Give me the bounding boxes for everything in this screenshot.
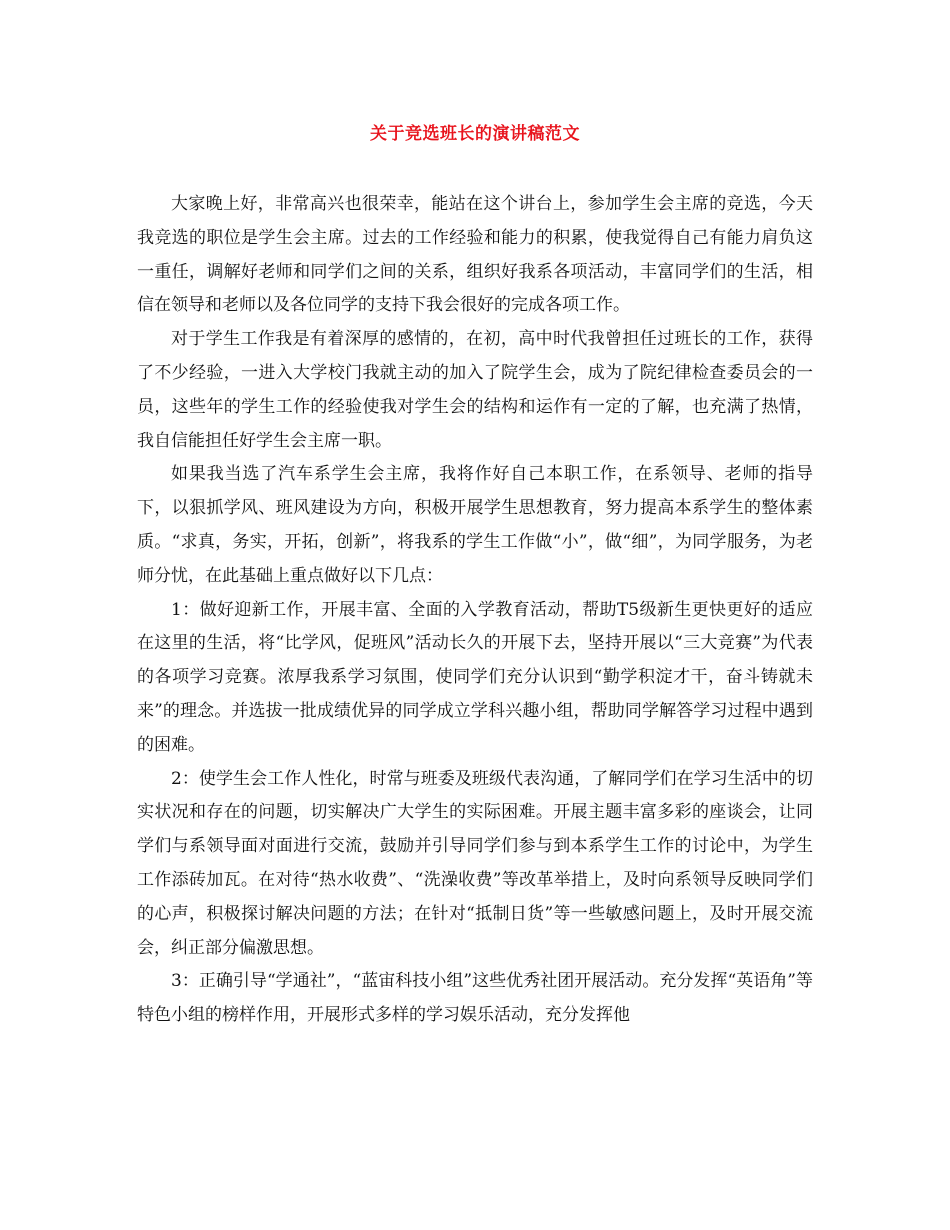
paragraph-point-2: 2：使学生会工作人性化，时常与班委及班级代表沟通，了解同学们在学习生活中的切实状况和存在的问题，切实解决广大学生的实际困难。开展主题丰富多彩的座谈会，让同学们与系领导面对面进行交流，鼓励并引导同学们参与到本系学生工作的讨论中，为学生工作添砖加瓦。在对待“热水收费”、“洗澡收费”等改革举措上，及时向系领导反映同学们的心声，积极探讨解决问题的方法；在针对“抵制日货”等一些敏感问题上，及时开展交流会，纠正部分偏激思想。 — [137, 768, 813, 958]
paragraph-point-1: 1：做好迎新工作，开展丰富、全面的入学教育活动，帮助T5级新生更快更好的适应在这里的生活，将“比学风，促班风”活动长久的开展下去，坚持开展以“三大竞赛”为代表的各项学习竞赛。浓厚我系学习氛围，使同学们充分认识到“勤学积淀才干，奋斗铸就未来”的理念。并选拔一批成绩优异的同学成立学科兴趣小组，帮助同学解答学习过程中遇到的困难。 — [137, 599, 813, 755]
document-title: 关于竞选班长的演讲稿范文 — [370, 124, 580, 144]
paragraph-intro: 大家晚上好，非常高兴也很荣幸，能站在这个讲台上，参加学生会主席的竞选，今天我竞选的职位是学生会主席。过去的工作经验和能力的积累，使我觉得自己有能力肩负这一重任，调解好老师和同学们之间的关系，组织好我系各项活动，丰富同学们的生活，相信在领导和老师以及各位同学的支持下我会很好的完成各项工作。 — [137, 194, 813, 316]
paragraph-point-3: 3：正确引导“学通社”，“蓝宙科技小组”这些优秀社团开展活动。充分发挥“英语角”等特色小组的榜样作用，开展形式多样的学习娱乐活动，充分发挥他 — [137, 971, 813, 1026]
paragraph-plan: 如果我当选了汽车系学生会主席，我将作好自己本职工作，在系领导、老师的指导下，以狠抓学风、班风建设为方向，积极开展学生思想教育，努力提高本系学生的整体素质。“求真，务实，开拓，创新”，将我系的学生工作做“小”，做“细”，为同学服务，为老师分忧，在此基础上重点做好以下几点： — [137, 464, 813, 586]
document-body — [137, 188, 813, 1033]
paragraph-experience: 对于学生工作我是有着深厚的感情的，在初，高中时代我曾担任过班长的工作，获得了不少经验，一进入大学校门我就主动的加入了院学生会，成为了院纪律检查委员会的一员，这些年的学生工作的经验使我对学生会的结构和运作有一定的了解，也充满了热情，我自信能担任好学生会主席一职。 — [137, 329, 813, 451]
